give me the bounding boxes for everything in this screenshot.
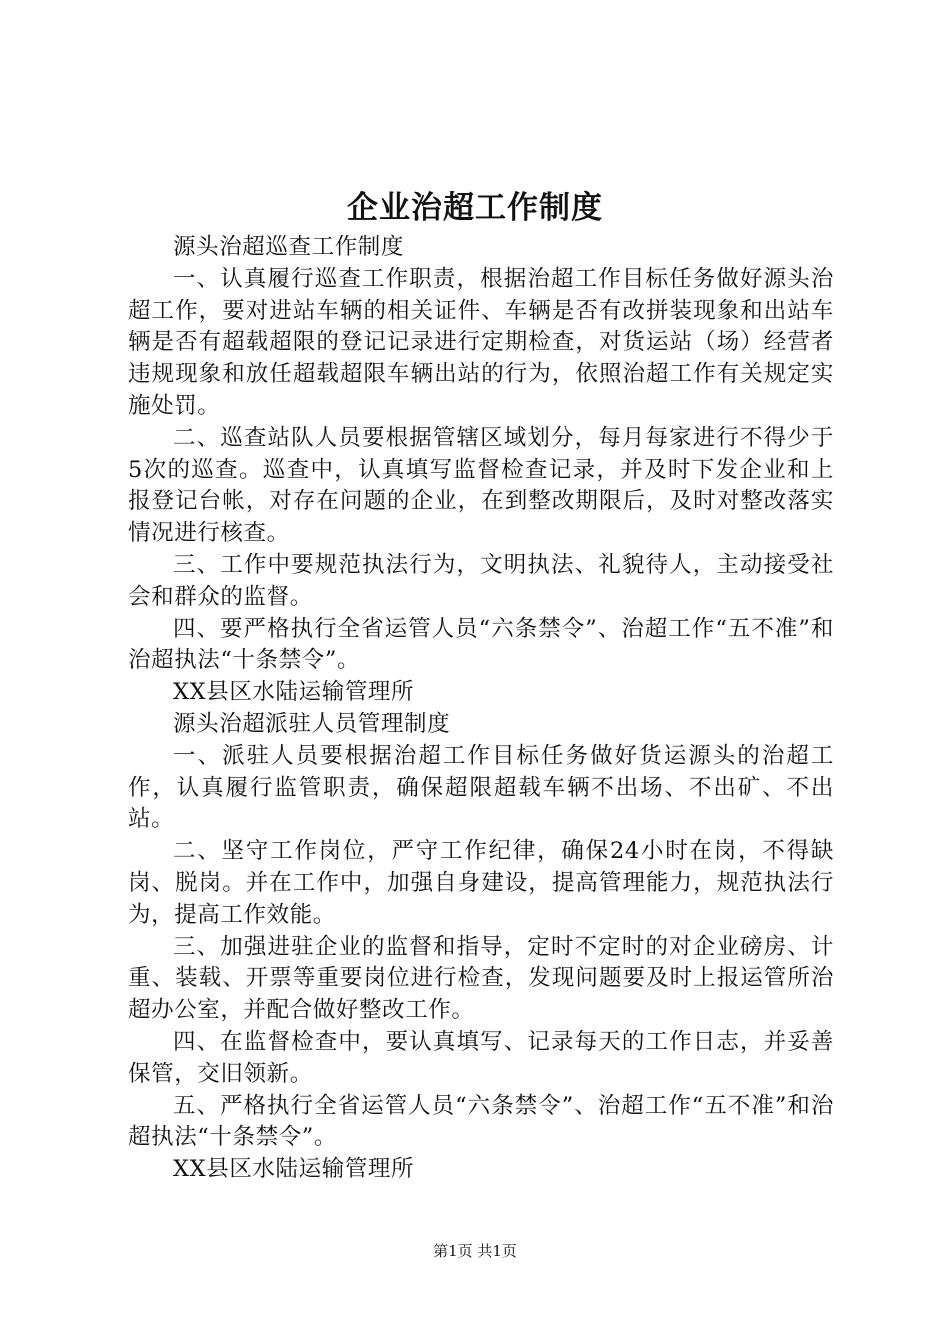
document-body xyxy=(128,232,834,1186)
signature-line: XX县区水陆运输管理所 xyxy=(173,1156,415,1183)
paragraph: 三、加强进驻企业的监督和指导，定时不定时的对企业磅房、计重、装载、开票等重要岗位进行检查，发现问题要及时上报运管所治超办公室，并配合做好整改工作。 xyxy=(128,933,834,1024)
paragraph: 一、认真履行巡查工作职责，根据治超工作目标任务做好源头治超工作，要对进站车辆的相关证件、车辆是否有改拼装现象和出站车辆是否有超载超限的登记记录进行定期检查，对货运站（场）经营者违规现象和放任超载超限车辆出站的行为，依照治超工作有关规定实施处罚。 xyxy=(128,265,834,419)
paragraph: 三、工作中要规范执法行为，文明执法、礼貌待人，主动接受社会和群众的监督。 xyxy=(128,551,834,610)
section-heading-patrol: 源头治超巡查工作制度 xyxy=(173,234,405,260)
paragraph: 五、严格执行全省运管人员“六条禁令”、治超工作“五不准”和治超执法“十条禁令”。 xyxy=(128,1092,834,1151)
paragraph: 二、巡查站队人员要根据管辖区域划分，每月每家进行不得少于5次的巡查。巡查中，认真填写监督检查记录，并及时下发企业和上报登记台帐，对存在问题的企业，在到整改期限后，及时对整改落实情况进行核查。 xyxy=(128,424,834,547)
page-footer: 第1页 共1页 xyxy=(433,1242,517,1260)
paragraph: 一、派驻人员要根据治超工作目标任务做好货运源头的治超工作，认真履行监管职责，确保超限超载车辆不出场、不出矿、不出站。 xyxy=(128,742,834,833)
paragraph: 二、坚守工作岗位，严守工作纪律，确保24小时在岗，不得缺岗、脱岗。并在工作中，加强自身建设，提高管理能力，规范执法行为，提高工作效能。 xyxy=(128,838,834,928)
paragraph: 四、要严格执行全省运管人员“六条禁令”、治超工作“五不准”和治超执法“十条禁令”。 xyxy=(128,615,834,674)
signature-line: XX县区水陆运输管理所 xyxy=(173,679,415,706)
section-heading-stationed: 源头治超派驻人员管理制度 xyxy=(173,710,451,737)
paragraph: 四、在监督检查中，要认真填写、记录每天的工作日志，并妥善保管，交旧领新。 xyxy=(128,1028,834,1087)
document-title: 企业治超工作制度 xyxy=(347,190,603,226)
